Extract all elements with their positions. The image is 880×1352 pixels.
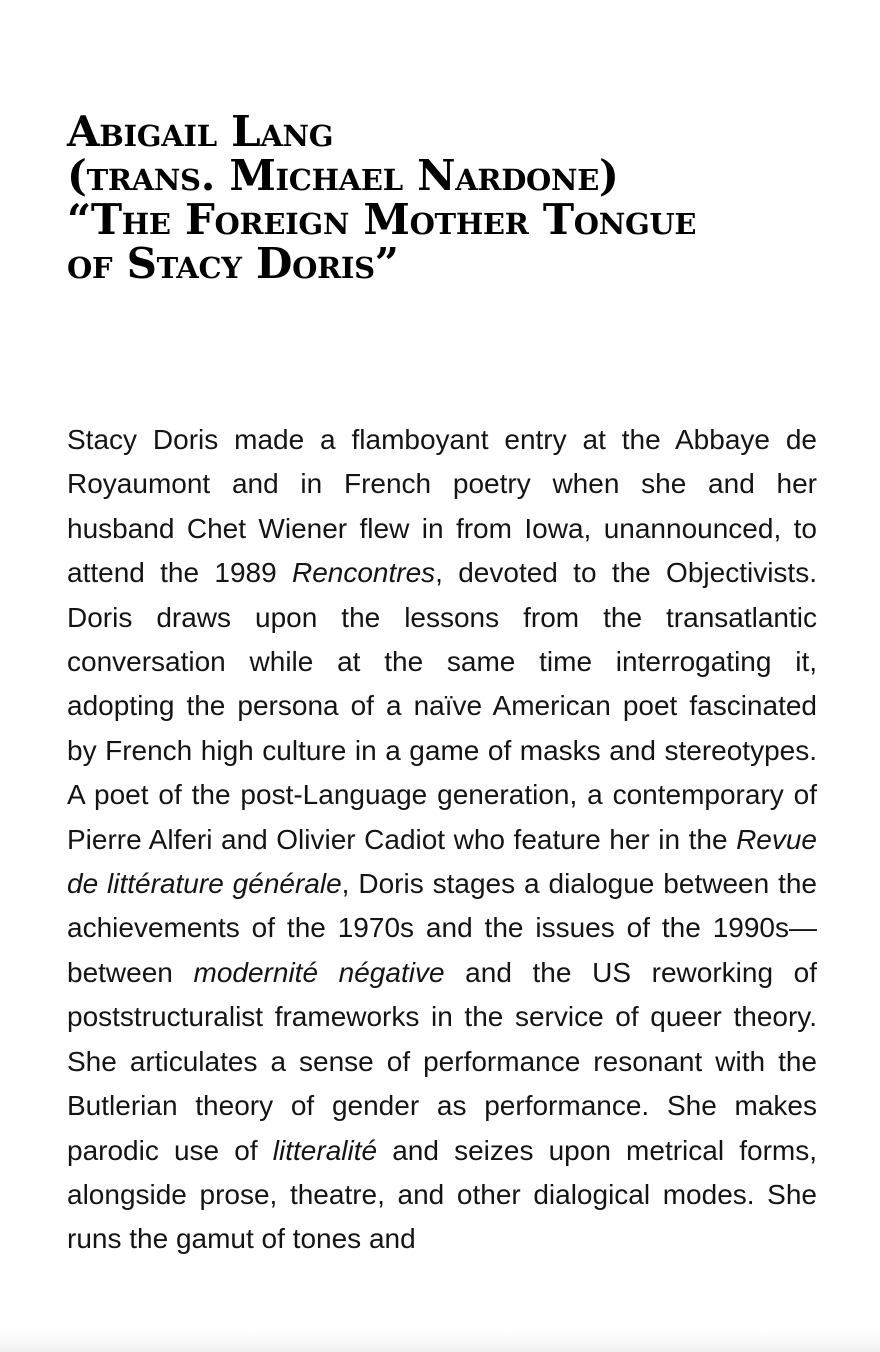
- article-title: [67, 0, 817, 286]
- body-italic-term: Revue de littérature générale: [67, 823, 817, 900]
- body-italic-term: modernité négative: [193, 956, 445, 988]
- article-body-paragraph: [67, 418, 817, 1262]
- body-text-segment: and the US reworking of poststructuralist frameworks in the service of queer theory. She articulates a sense of performance resonant with the Butlerian theory of gender as performance. She makes parodic use of: [67, 956, 818, 1166]
- body-text-segment: , Doris stages a dialogue between the achievements of the 1970s and the issues of the 1990s—between: [67, 868, 817, 988]
- title-author: Abigail Lang: [67, 107, 334, 156]
- body-text-segment: Stacy Doris made a flamboyant entry at the Abbaye de Royaumont and in French poetry when she and her husband Chet Wiener flew in from Iowa, unannounced, to attend the 1989: [67, 424, 817, 589]
- title-translator: (trans. Michael Nardone): [67, 151, 619, 200]
- body-text-segment: , devoted to the Objectivists. Doris draws upon the lessons from the transatlantic conversation while at the same time interrogating it, adopting the persona of a naïve American poet fascinated by French high culture in a game of masks and stereotypes. A poet of the post-Language generation, a contemporary of Pierre Alferi and Olivier Cadiot who feature her in the: [67, 557, 817, 855]
- title-essay-line-2: of Stacy Doris”: [67, 239, 399, 288]
- article: [67, 0, 818, 1255]
- body-text-segment: and seizes upon metrical forms, alongside prose, theatre, and other dialogical modes. She runs the gamut of tones and: [67, 1134, 817, 1255]
- title-essay-line-1: “The Foreign Mother Tongue: [67, 195, 697, 244]
- body-italic-term: Rencontres: [291, 557, 436, 589]
- body-italic-term: litteralité: [272, 1134, 378, 1166]
- bottom-edge-shadow: [0, 1330, 880, 1352]
